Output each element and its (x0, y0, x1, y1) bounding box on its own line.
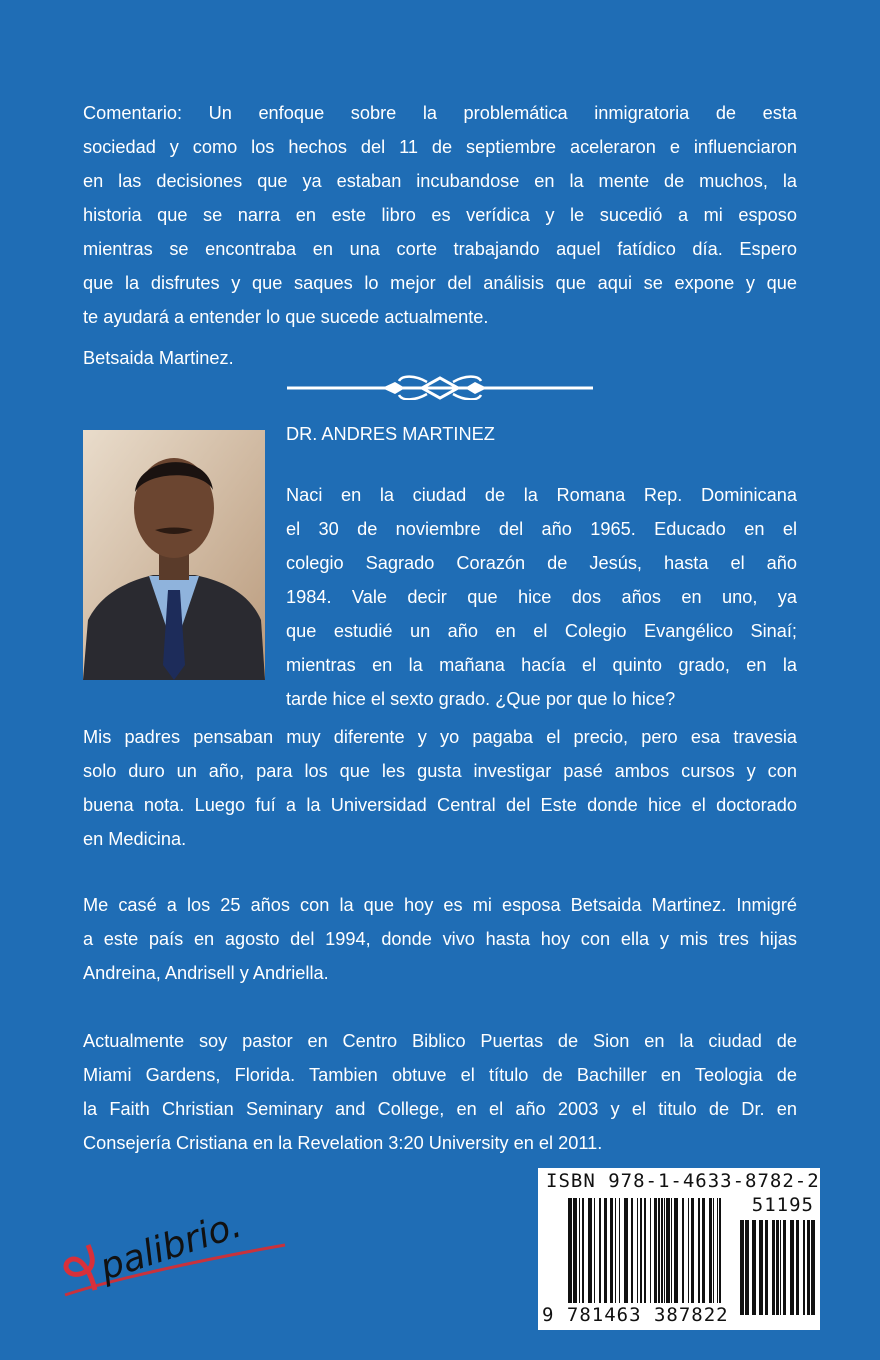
isbn-barcode (538, 1168, 820, 1330)
text-line: solo duro un año, para los que les gusta investigar pasé ambos cursos y con (83, 761, 797, 781)
barcode-bar (759, 1220, 763, 1315)
barcode-bar (702, 1198, 705, 1303)
barcode-bar (709, 1198, 712, 1303)
text-line: sociedad y como los hechos del 11 de septiembre aceleraron e influenciaron (83, 137, 797, 157)
barcode-bar (682, 1198, 684, 1303)
barcode-bar (674, 1198, 678, 1303)
author-bio-intro (286, 478, 797, 716)
text-line: mientras en la mañana hacía el quinto grado, en la (286, 655, 797, 675)
commentary-signature: Betsaida Martinez. (83, 348, 234, 368)
text-line: te ayudará a entender lo que sucede actualmente. (83, 307, 489, 327)
text-line: tarde hice el sexto grado. ¿Que por que lo hice? (286, 689, 676, 709)
barcode-bar (765, 1220, 768, 1315)
text-line: colegio Sagrado Corazón de Jesús, hasta el año (286, 553, 797, 573)
text-line: buena nota. Luego fuí a la Universidad Central del Este donde hice el doctorado (83, 795, 797, 815)
text-line: historia que se narra en este libro es verídica y le sucedió a mi esposo (83, 205, 797, 225)
svg-text:palibrio.: palibrio. (95, 1204, 247, 1289)
barcode-bar (624, 1198, 628, 1303)
barcode-bar (658, 1198, 660, 1303)
barcode-bar (573, 1198, 577, 1303)
barcode-bar (780, 1220, 781, 1315)
text-line: el 30 de noviembre del año 1965. Educado en el (286, 519, 797, 539)
text-line: que estudié un año en el Colegio Evangélico Sinaí; (286, 621, 797, 641)
text-line: que la disfrutes y que saques lo mejor del análisis que aqui se expone y que (83, 273, 797, 293)
ornament-divider (287, 372, 593, 400)
barcode-bar (664, 1198, 665, 1303)
author-bio-paragraph (83, 888, 797, 990)
barcode-bar (740, 1220, 744, 1315)
text-line: mientras se encontraba en una corte trabajando aquel fatídico día. Espero (83, 239, 797, 259)
author-bio-paragraph (83, 1024, 797, 1160)
barcode-bar (717, 1198, 718, 1303)
commentary-paragraph (83, 96, 797, 334)
barcode-bar (582, 1198, 584, 1303)
barcode-bar (594, 1198, 595, 1303)
author-photo (83, 430, 265, 680)
addon-bars (740, 1220, 816, 1315)
barcode-bar (790, 1220, 794, 1315)
publisher-logo (50, 1200, 290, 1300)
barcode-bar (644, 1198, 646, 1303)
barcode-bar (713, 1198, 714, 1303)
text-line: a este país en agosto del 1994, donde vivo hasta hoy con ella y mis tres hijas (83, 929, 797, 949)
barcode-bar (588, 1198, 592, 1303)
barcode-bar (619, 1198, 620, 1303)
barcode-bar (568, 1198, 572, 1303)
barcode-bar (604, 1198, 607, 1303)
barcode-bar (691, 1198, 694, 1303)
barcode-bar (796, 1220, 799, 1315)
text-line: la Faith Christian Seminary and College, en el año 2003 y el titulo de Dr. en (83, 1099, 797, 1119)
isbn-number: ISBN 978-1-4633-8782-2 (546, 1170, 820, 1192)
text-line: Naci en la ciudad de la Romana Rep. Dominicana (286, 485, 797, 505)
barcode-bar (783, 1220, 786, 1315)
barcode-bar (698, 1198, 700, 1303)
author-bio-paragraph (83, 720, 797, 856)
barcode-bar (610, 1198, 613, 1303)
barcode-bar (666, 1198, 670, 1303)
barcode-bar (803, 1220, 805, 1315)
barcode-bar (719, 1198, 721, 1303)
barcode-bar (807, 1220, 810, 1315)
barcode-bar (579, 1198, 580, 1303)
ean-bars (568, 1198, 728, 1303)
barcode-bar (752, 1220, 756, 1315)
barcode-bar (650, 1198, 651, 1303)
barcode-bar (654, 1198, 657, 1303)
ean-digits: 9 781463 387822 (542, 1304, 729, 1326)
price-code: 51195 (751, 1194, 814, 1216)
barcode-bar (640, 1198, 642, 1303)
author-name: DR. ANDRES MARTINEZ (286, 424, 495, 444)
barcode-bar (772, 1220, 775, 1315)
text-line: en Medicina. (83, 829, 187, 849)
barcode-bar (688, 1198, 689, 1303)
text-line: Miami Gardens, Florida. Tambien obtuve el título de Bachiller en Teologia de (83, 1065, 797, 1085)
barcode-bar (637, 1198, 638, 1303)
barcode-bar (776, 1220, 779, 1315)
barcode-bar (671, 1198, 672, 1303)
text-line: Andreina, Andrisell y Andriella. (83, 963, 329, 983)
barcode-bar (745, 1220, 749, 1315)
text-line: Actualmente soy pastor en Centro Biblico Puertas de Sion en la ciudad de (83, 1031, 797, 1051)
text-line: Mis padres pensaban muy diferente y yo pagaba el precio, pero esa travesia (83, 727, 797, 747)
barcode-bar (811, 1220, 815, 1315)
text-line: Consejería Cristiana en la Revelation 3:20 University en el 2011. (83, 1133, 603, 1153)
barcode-bar (661, 1198, 663, 1303)
text-line: 1984. Vale decir que hice dos años en uno, ya (286, 587, 797, 607)
text-line: Comentario: Un enfoque sobre la problemática inmigratoria de esta (83, 103, 797, 123)
barcode-bar (631, 1198, 633, 1303)
text-line: en las decisiones que ya estaban incubandose en la mente de muchos, la (83, 171, 797, 191)
barcode-bar (615, 1198, 616, 1303)
text-line: Me casé a los 25 años con la que hoy es mi esposa Betsaida Martinez. Inmigré (83, 895, 797, 915)
barcode-bar (599, 1198, 601, 1303)
